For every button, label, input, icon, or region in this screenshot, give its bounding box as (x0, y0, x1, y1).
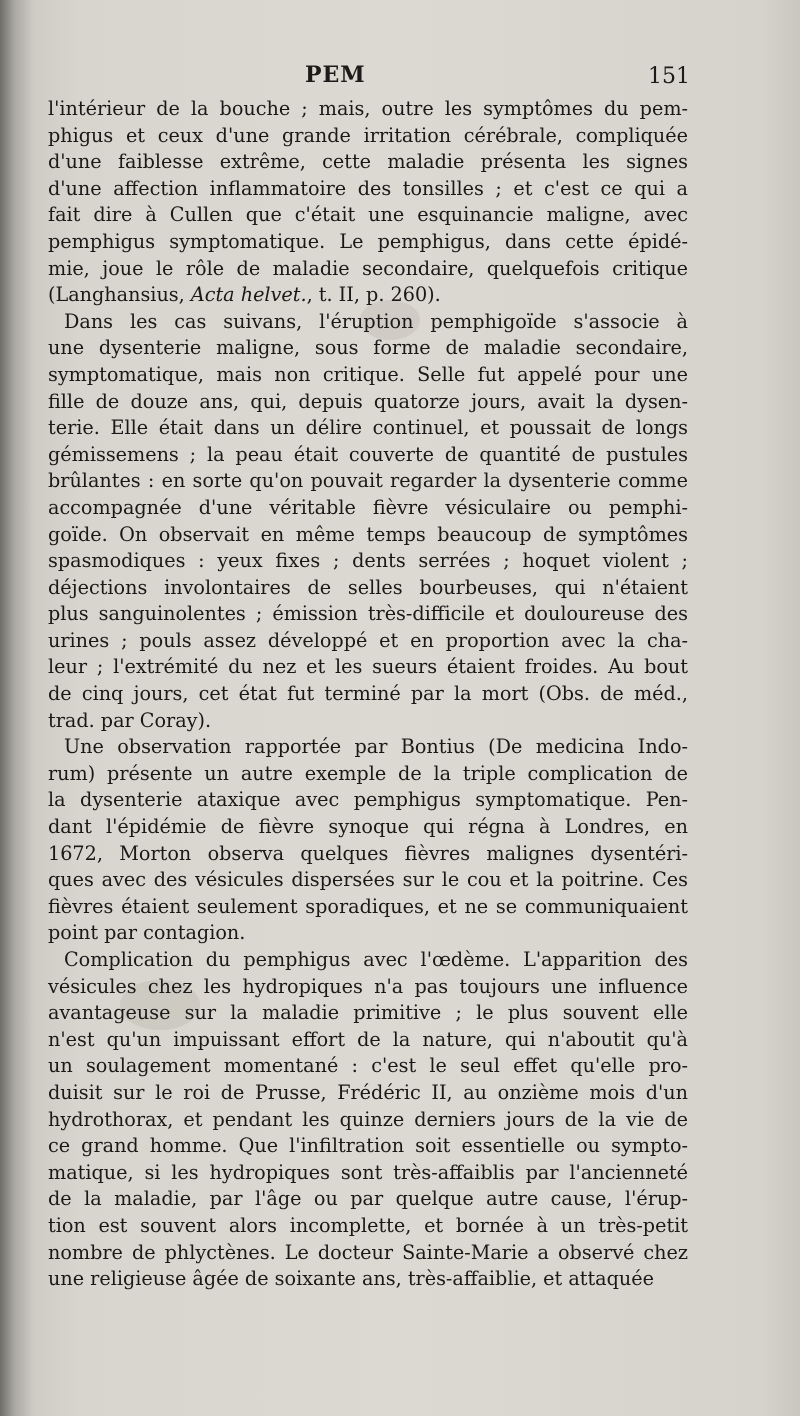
text-line: d'une faiblesse extrême, cette maladie présenta les signes (48, 150, 688, 174)
paragraph (48, 309, 688, 735)
text-line: une religieuse âgée de soixante ans, très-affaiblie, et attaquée (48, 1267, 654, 1291)
text-line: plus sanguinolentes ; émission très-difficile et douloureuse des (48, 602, 688, 626)
text-line: de cinq jours, cet état fut terminé par la mort (Obs. de méd., (48, 682, 688, 706)
text-line: d'une affection inflammatoire des tonsilles ; et c'est ce qui a (48, 176, 688, 200)
text-line: accompagnée d'une véritable fièvre vésiculaire ou pemphi- (48, 495, 688, 519)
text-line: ce grand homme. Que l'infiltration soit essentielle ou sympto- (48, 1134, 688, 1158)
page-header (0, 62, 800, 92)
text-line: avantageuse sur la maladie primitive ; le plus souvent elle (48, 1001, 688, 1025)
page-number: 151 (648, 64, 690, 89)
body-text (48, 96, 688, 1293)
text-line: brûlantes : en sorte qu'on pouvait regarder la dysenterie comme (48, 469, 688, 493)
text-line: phigus et ceux d'une grande irritation cérébrale, compliquée (48, 123, 688, 147)
text-line: urines ; pouls assez développé et en proportion avec la cha- (48, 628, 688, 652)
running-head: PEM (305, 62, 366, 88)
text-line: déjections involontaires de selles bourbeuses, qui n'étaient (48, 575, 688, 599)
text-line: spasmodiques : yeux fixes ; dents serrées ; hoquet violent ; (48, 549, 688, 573)
text-line: matique, si les hydropiques sont très-affaiblis par l'ancienneté (48, 1160, 688, 1184)
text-line: ques avec des vésicules dispersées sur le cou et la poitrine. Ces (48, 868, 688, 892)
text-line: symptomatique, mais non critique. Selle fut appelé pour une (48, 362, 688, 386)
text-line: terie. Elle était dans un délire continuel, et poussait de longs (48, 416, 688, 440)
text-line: dant l'épidémie de fièvre synoque qui régna à Londres, en (48, 815, 688, 839)
text-line: duisit sur le roi de Prusse, Frédéric II, au onzième mois d'un (48, 1080, 688, 1104)
text-line: l'intérieur de la bouche ; mais, outre les symptômes du pem- (48, 97, 688, 120)
text-line: vésicules chez les hydropiques n'a pas toujours une influence (48, 974, 688, 998)
text-line: une dysenterie maligne, sous forme de maladie secondaire, (48, 336, 688, 360)
text-line: leur ; l'extrémité du nez et les sueurs étaient froides. Au bout (48, 655, 688, 679)
paragraph (48, 96, 688, 309)
text-line: tion est souvent alors incomplette, et bornée à un très-petit (48, 1213, 688, 1237)
text-line: de la maladie, par l'âge ou par quelque autre cause, l'érup- (48, 1187, 688, 1211)
text-line: un soulagement momentané : c'est le seul effet qu'elle pro- (48, 1054, 688, 1078)
text-line: Dans les cas suivans, l'éruption pemphigoïde s'associe à (64, 309, 688, 333)
paragraph (48, 734, 688, 947)
text-line: Une observation rapportée par Bontius (De medicina Indo- (64, 735, 688, 759)
text-line: fait dire à Cullen que c'était une esquinancie maligne, avec (48, 203, 688, 227)
text-line: (Langhansius, Acta helvet., t. II, p. 260). (48, 283, 441, 307)
text-line: la dysenterie ataxique avec pemphigus symptomatique. Pen- (48, 788, 688, 812)
text-line: gémissemens ; la peau était couverte de quantité de pustules (48, 442, 688, 466)
text-line: mie, joue le rôle de maladie secondaire, quelquefois critique (48, 256, 688, 280)
text-line: trad. par Coray). (48, 708, 212, 732)
paragraph (48, 947, 688, 1293)
text-line: point par contagion. (48, 921, 246, 945)
text-line: goïde. On observait en même temps beaucoup de symptômes (48, 522, 688, 546)
text-line: pemphigus symptomatique. Le pemphigus, dans cette épidé- (48, 229, 688, 253)
text-line: nombre de phlyctènes. Le docteur Sainte-Marie a observé chez (48, 1240, 688, 1264)
text-line: n'est qu'un impuissant effort de la nature, qui n'aboutit qu'à (48, 1027, 688, 1051)
text-line: fille de douze ans, qui, depuis quatorze jours, avait la dysen- (48, 389, 688, 413)
text-line: 1672, Morton observa quelques fièvres malignes dysentéri- (48, 841, 688, 865)
text-line: hydrothorax, et pendant les quinze derniers jours de la vie de (48, 1107, 688, 1131)
text-line: fièvres étaient seulement sporadiques, et ne se communiquaient (48, 894, 688, 918)
text-line: Complication du pemphigus avec l'œdème. L'apparition des (64, 948, 688, 971)
text-line: rum) présente un autre exemple de la triple complication de (48, 761, 688, 785)
